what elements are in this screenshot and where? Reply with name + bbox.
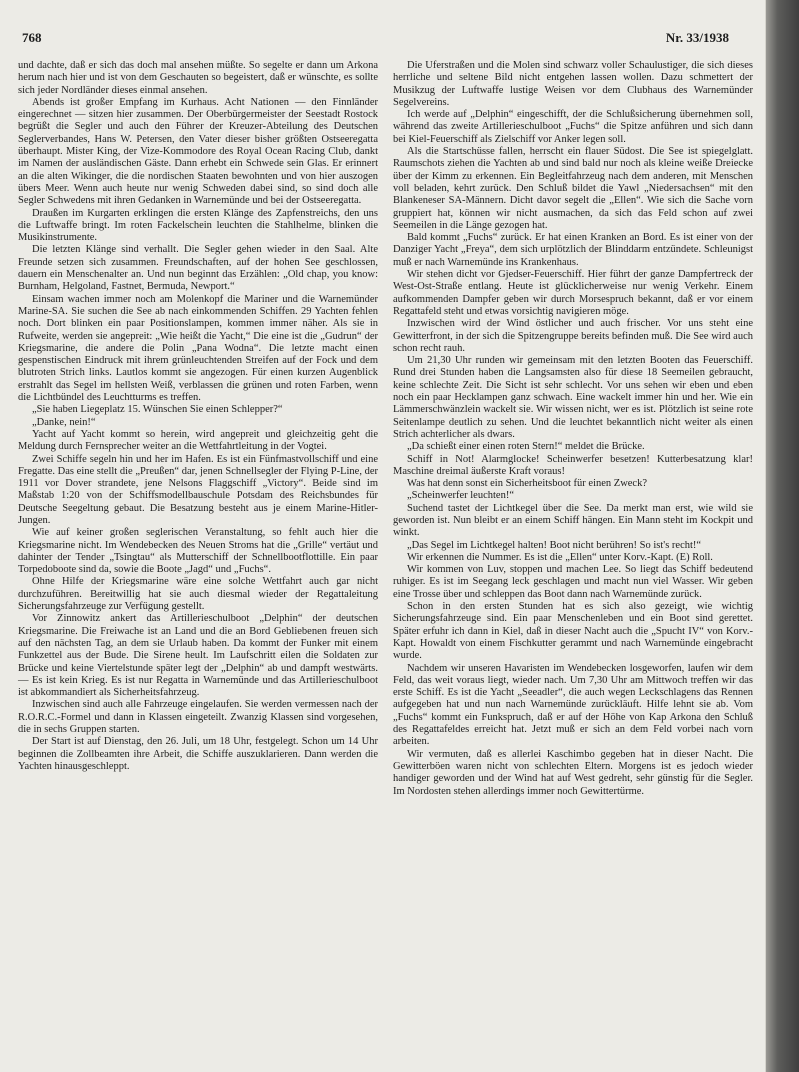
paragraph: Inzwischen wird der Wind östlicher und auch frischer. Vor uns steht eine Gewitterfront, in der sich die Spitzengruppe bereits befinden muß. Die See wird auch schon recht rauh. (393, 318, 753, 354)
paragraph: Draußen im Kurgarten erklingen die ersten Klänge des Zapfenstreichs, den uns die Luftwaffe bringt. Im roten Fackelschein leuchten die Stahlhelme, blinken die Musikinstrumente. (18, 207, 378, 244)
left-text-column (18, 60, 378, 773)
right-text-column (393, 60, 753, 798)
paragraph: Nachdem wir unseren Havaristen im Wendebecken losgeworfen, laufen wir dem Feld, das weit voraus liegt, wieder nach. Um 7,30 Uhr am Mittwoch treffen wir das erste Schiff. Es ist die Yacht „Seeadler“, die auch wegen Leckschlagens das Rennen aufgegeben hat und nun nach Warnemünde zurückläuft. Hilfe lehnt sie ab. Vom „Fuchs“ kommt ein Funkspruch, daß er auf der Höhe von Kap Arkona den Schluß des Regattafeldes erreicht hat. Jetzt muß er sich an dem Feld vorbei nach vorn arbeiten. (393, 662, 753, 748)
paragraph: Vor Zinnowitz ankert das Artillerieschulboot „Delphin“ der deutschen Kriegsmarine. Die Freiwache ist an Land und die an Bord Gebliebenen freuen sich auf den nächsten Tag, an dem sie Urlaub haben. Da kommt der Funker mit einem Funkzettel aus der Bude. Die Sirene heult. Im Laufschritt eilen die Soldaten zur Brücke und keine Viertelstunde später legt der „Delphin“ ab und dampft westwärts. — Es ist kein Krieg. Es ist nur Regatta in Warnemünde und das Artillerieschulboot ist abkommandiert als Sicherheitsfahrzeug. (18, 613, 378, 699)
paragraph: Was hat denn sonst ein Sicherheitsboot für einen Zweck? (407, 478, 648, 490)
paragraph: Schon in den ersten Stunden hat es sich also gezeigt, wie wichtig Sicherungsfahrzeuge sind. Ein paar Menschenleben und ein Boot sind gerettet. Später erfuhr ich dann in Kiel, daß in dieser Nacht auch die „Spucht IV“ von Korv.-Kapt. Howaldt von einem Fischkutter gerammt und nach Warnemünde eingebracht wurde. (393, 601, 753, 662)
paragraph: Der Start ist auf Dienstag, den 26. Juli, um 18 Uhr, festgelegt. Schon um 14 Uhr beginnen die Zollbeamten ihre Arbeit, die Schiffe auszuklarieren. Dann werden die Yachten hinausgeschleppt. (18, 736, 378, 772)
paragraph: Als die Startschüsse fallen, herrscht ein flauer Südost. Die See ist spiegelglatt. Raumschots ziehen die Yachten ab und sind bald nur noch als kleine weiße Dreiecke über der Kimm zu erkennen. Ein Begleitfahrzeug nach dem anderen, mit Menschen voll beladen, kehrt zurück. Den Schluß bildet die Yawl „Niedersachsen“ mit den Blankeneser SA-Männern. Dicht davor segelt die „Ellen“. Wie sich die Sache vorn gruppiert hat, können wir nicht ausmachen, da sich das Feld schon auf zwei Seemeilen in die Länge gezogen hat. (393, 146, 753, 231)
paragraph: Yacht auf Yacht kommt so herein, wird angepreit und gleichzeitig geht die Meldung durch Fernsprecher weiter an die Wettfahrtleitung in der Vogtei. (18, 428, 378, 453)
paragraph: Wir stehen dicht vor Gjedser-Feuerschiff. Hier führt der ganze Dampfertreck der West-Ost-Straße entlang. Heute ist glücklicherweise nur wenig Verkehr. Einem aufkommenden Dampfer geben wir durch Morsespruch bekannt, daß er vor einem Regattafeld steht und etwas vorsichtig navigieren möge. (393, 269, 753, 317)
issue-number: Nr. 33/1938 (665, 30, 729, 45)
paragraph: Inzwischen sind auch alle Fahrzeuge eingelaufen. Sie werden vermessen nach der R.O.R.C.-Formel und dann in Klassen eingeteilt. Zwanzig Klassen sind vorgesehen, die in sechs Gruppen starten. (18, 699, 378, 736)
paragraph: und dachte, daß er sich das doch mal ansehen müßte. So segelte er dann um Arkona herum nach hier und ist von dem Geschauten so begeistert, daß er wünschte, es sollte sich jeder Nordländer dieses einmal ansehen. (18, 60, 378, 96)
paragraph: Wir erkennen die Nummer. Es ist die „Ellen“ unter Korv.-Kapt. (E) Roll. (407, 551, 713, 563)
page-number: 768 (22, 30, 42, 45)
paragraph: Wir vermuten, daß es allerlei Kaschimbo gegeben hat in dieser Nacht. Die Gewitterböen waren nicht von schlechten Eltern. Morgens ist es jedoch wieder handiger geworden und der Wind hat auf West gedreht, sehr günstig für die Segler. Im Nordosten stehen allerdings immer noch Gewittertürme. (393, 748, 753, 797)
paragraph: Einsam wachen immer noch am Molenkopf die Mariner und die Warnemünder Marine-SA. Sie suchen die See ab nach einkommenden Schiffen. 29 Yachten fehlen noch. Dort blinken ein paar Positionslampen, kommen immer näher. Als sie in Rufweite, werden sie angepreit: „Wie heißt die Yacht,“ Die eine ist die „Gudrun“ der Kriegsmarine, die andere die Polin „Pana Wodna“. Die letzte macht einen gespenstischen Eindruck mit ihrem grünleuchtenden Streifen auf der Fock und dem blutroten Strich links. Lautlos kommt sie angezogen. Für einen kurzen Augenblick erstrahlt das Segel im hellsten Weiß, verblassen die grünen und roten Farben, wenn die Lichtbündel des Leuchtturms es treffen. (18, 293, 378, 404)
paragraph: Zwei Schiffe segeln hin und her im Hafen. Es ist ein Fünfmastvollschiff und eine Fregatte. Das eine stellt die „Preußen“ dar, jenen Schnellsegler der Flying P-Line, der 1911 vor Dover strandete, jene Nelsons Flaggschiff „Victory“. Beide sind im Maßstab 1:20 von der Schiffsmodellbauschule Potsdam des Reichsbundes für Deutsche Seegeltung gebaut. Die Besatzung besteht aus je einem Marine-Hitler-Jungen. (18, 453, 378, 526)
paragraph: „Da schießt einer einen roten Stern!“ meldet die Brücke. (407, 441, 645, 453)
paragraph: „Danke, nein!“ (32, 416, 96, 428)
paragraph: Schiff in Not! Alarmglocke! Scheinwerfer besetzen! Kutterbesatzung klar! Maschine dreimal äußerste Kraft voraus! (393, 453, 753, 477)
paragraph: Wie auf keiner großen seglerischen Veranstaltung, so fehlt auch hier die Kriegsmarine nicht. Im Wendebecken des Neuen Stroms hat die „Grille“ vertäut und dahinter der Tender „Tsingtau“ als Mutterschiff der Schnellbootflottille. Ein paar Torpedoboote sind da, sowie die Boote „Jagd“ und „Fuchs“. (18, 527, 378, 576)
paragraph: Die Uferstraßen und die Molen sind schwarz voller Schaulustiger, die sich dieses herrliche und seltene Bild nicht entgehen lassen wollen. Dazu schmettert der Musikzug der Luftwaffe lustige Weisen vor dem Clubhaus des Warnemünder Segelvereins. (393, 60, 753, 108)
paragraph: Wir kommen von Luv, stoppen und machen Lee. So liegt das Schiff bedeutend ruhiger. Es ist im Seegang leck geschlagen und macht nun viel Wasser. Wir geben eine Trosse über und schleppen das Boot dann nach Warnemünde zurück. (393, 564, 753, 600)
paragraph: Um 21,30 Uhr runden wir gemeinsam mit den letzten Booten das Feuerschiff. Rund drei Stunden haben die Langsamsten also für diese 18 Seemeilen gebraucht, keine schlechte Zeit. Die Sicht ist sehr schlecht. Vor uns sehen wir eben und eben noch ein paar Hecklampen ganz schwach. Eine wackelt immer hin und her. Wie ein Lämmerschwänzlein wackelt sie. Wir wissen nicht, wer es ist. Plötzlich ist seine rote Seitenlampe deutlich zu sehen. Und die leuchtet bekanntlich nicht weiter als einen Strich achterlicher als dwars. (393, 355, 753, 440)
paragraph: „Scheinwerfer leuchten!“ (407, 490, 514, 502)
book-spine-edge (766, 0, 799, 1072)
paragraph: Abends ist großer Empfang im Kurhaus. Acht Nationen — den Finnländer eingerechnet — sitzen hier zusammen. Der Oberbürgermeister der Seestadt Rostock begrüßt die Segler und auch den Führer der Kreuzer-Abteilung des Deutschen Seglerverbandes, Hans W. Petersen, den Vater dieser bisher größten Ostseeregatta überhaupt. Mister King, der Vize-Kommodore des Royal Ocean Racing Club, dankt im Namen der ausländischen Gäste. Dann erhebt ein Schwede sein Glas. Er erinnert an die alten Wikinger, die die nordischen Staaten bewohnten und von hier auszogen übers Meer. Wenn auch heute nur wenig Schweden dabei sind, so sind doch alle Segler Schwedens mit ihren Gedanken in Warnemünde und bei der Ostseeregatta. (18, 96, 378, 207)
paragraph: Suchend tastet der Lichtkegel über die See. Da merkt man erst, wie wild sie geworden ist. Nun bleibt er an einem Schiff hängen. Ein Mann steht im Kockpit und winkt. (393, 502, 753, 539)
paragraph: „Das Segel im Lichtkegel halten! Boot nicht berühren! So ist's recht!“ (407, 539, 702, 551)
paragraph: Die letzten Klänge sind verhallt. Die Segler gehen wieder in den Saal. Alte Freunde setzen sich zusammen. Freundschaften, auf der hohen See geschlossen, dauern ein Menschenalter an. Und nun beginnt das Erzählen: „Old chap, you know: Burnham, Helgoland, Fastnet, Bermuda, Newport.“ (18, 244, 378, 293)
paragraph: Bald kommt „Fuchs“ zurück. Er hat einen Kranken an Bord. Es ist einer von der Danziger Yacht „Freya“, dem sich urplötzlich der Blinddarm entzündete. Schleunigst muß er nach Warnemünde ins Krankenhaus. (393, 232, 753, 268)
paragraph: Ich werde auf „Delphin“ eingeschifft, der die Schlußsicherung übernehmen soll, während das zweite Artillerieschulboot „Fuchs“ die Spitze anführen und sich dann bei Kiel-Feuerschiff als Zielschiff vor Anker legen soll. (393, 109, 753, 145)
paragraph: „Sie haben Liegeplatz 15. Wünschen Sie einen Schlepper?“ (32, 404, 283, 416)
page-header (22, 30, 729, 48)
paragraph: Ohne Hilfe der Kriegsmarine wäre eine solche Wettfahrt auch gar nicht durchzuführen. Bereitwillig hat sie auch diesmal wieder der Regattaleitung Sicherungsfahrzeuge zur Verfügung gestellt. (18, 576, 378, 613)
